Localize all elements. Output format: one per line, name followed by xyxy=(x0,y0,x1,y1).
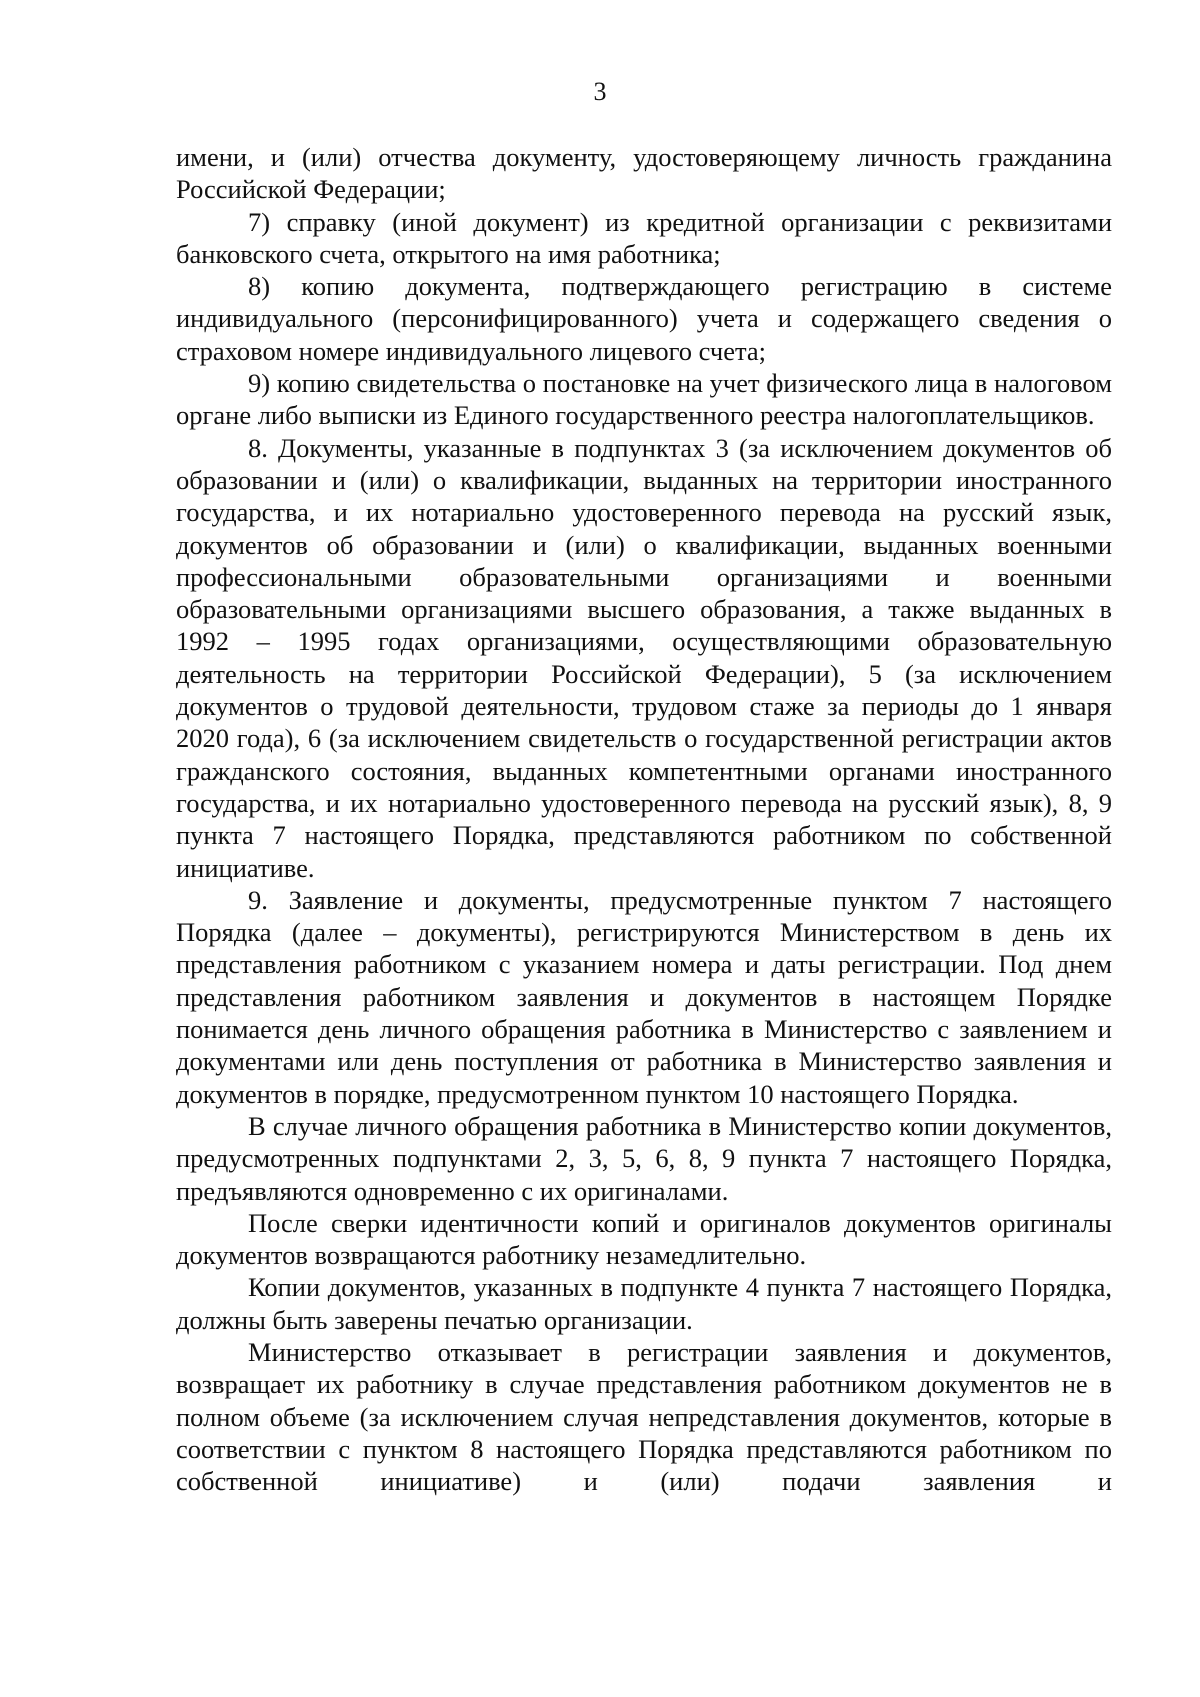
paragraph-item-7: 7) справку (иной документ) из кредитной организации с реквизитами банковского счета, открытого на имя работника; xyxy=(176,206,1112,269)
paragraph-item-8: 8) копию документа, подтверждающего регистрацию в системе индивидуального (персонифицированного) учета и содержащего сведения о страховом номере индивидуального лицевого счета; xyxy=(176,271,1112,366)
paragraph-item-9: 9) копию свидетельства о постановке на учет физического лица в налоговом органе либо выписки из Единого государственного реестра налогоплательщиков. xyxy=(176,368,1112,431)
paragraph-refusal: Министерство отказывает в регистрации заявления и документов, возвращает их работнику в случае представления работником документов не в полном объеме (за исключением случая непредставления документов, которые в соответствии с пунктом 8 настоящего Порядка представляются работником по собственной инициативе) и (или) подачи заявления и xyxy=(176,1336,1112,1497)
paragraph-clause-8: 8. Документы, указанные в подпунктах 3 (за исключением документов об образовании и (или) о квалификации, выданных на территории иностранного государства, и их нотариально удостоверенного перевода на русский язык, документов об образовании и (или) о квалификации, выданных военными профессиональными образовательными организациями и военными образовательными организациями высшего образования, а также выданных в 1992 – 1995 годах организациями, осуществляющими образовательную деятельность на территории Российской Федерации), 5 (за исключением документов о трудовой деятельности, трудовом стаже за периоды до 1 января 2020 года), 6 (за исключением свидетельств о государственной регистрации актов гражданского состояния, выданных компетентными органами иностранного государства, и их нотариально удостоверенного перевода на русский язык), 8, 9 пункта 7 настоящего Порядка, представляются работником по собственной инициативе. xyxy=(176,432,1112,883)
paragraph-clause-9: 9. Заявление и документы, предусмотренные пунктом 7 настоящего Порядка (далее – документы), регистрируются Министерством в день их представления работником с указанием номера и даты регистрации. Под днем представления работником заявления и документов в настоящем Порядке понимается день личного обращения работника в Министерство с заявлением и документами или день поступления от работника в Министерство заявления и документов в порядке, предусмотренном пунктом 10 настоящего Порядка. xyxy=(176,884,1112,1109)
document-body xyxy=(176,141,1112,1497)
paragraph-certified-copies: Копии документов, указанных в подпункте 4 пункта 7 настоящего Порядка, должны быть заверены печатью организации. xyxy=(176,1272,1112,1335)
paragraph-continuation: имени, и (или) отчества документу, удостоверяющему личность гражданина Российской Федерации; xyxy=(176,142,1112,205)
page-number: 3 xyxy=(593,77,607,106)
paragraph-personal-visit: В случае личного обращения работника в Министерство копии документов, предусмотренных подпунктами 2, 3, 5, 6, 8, 9 пункта 7 настоящего Порядка, предъявляются одновременно с их оригиналами. xyxy=(176,1110,1112,1206)
paragraph-originals-return: После сверки идентичности копий и оригиналов документов оригиналы документов возвращаются работнику незамедлительно. xyxy=(176,1207,1112,1271)
